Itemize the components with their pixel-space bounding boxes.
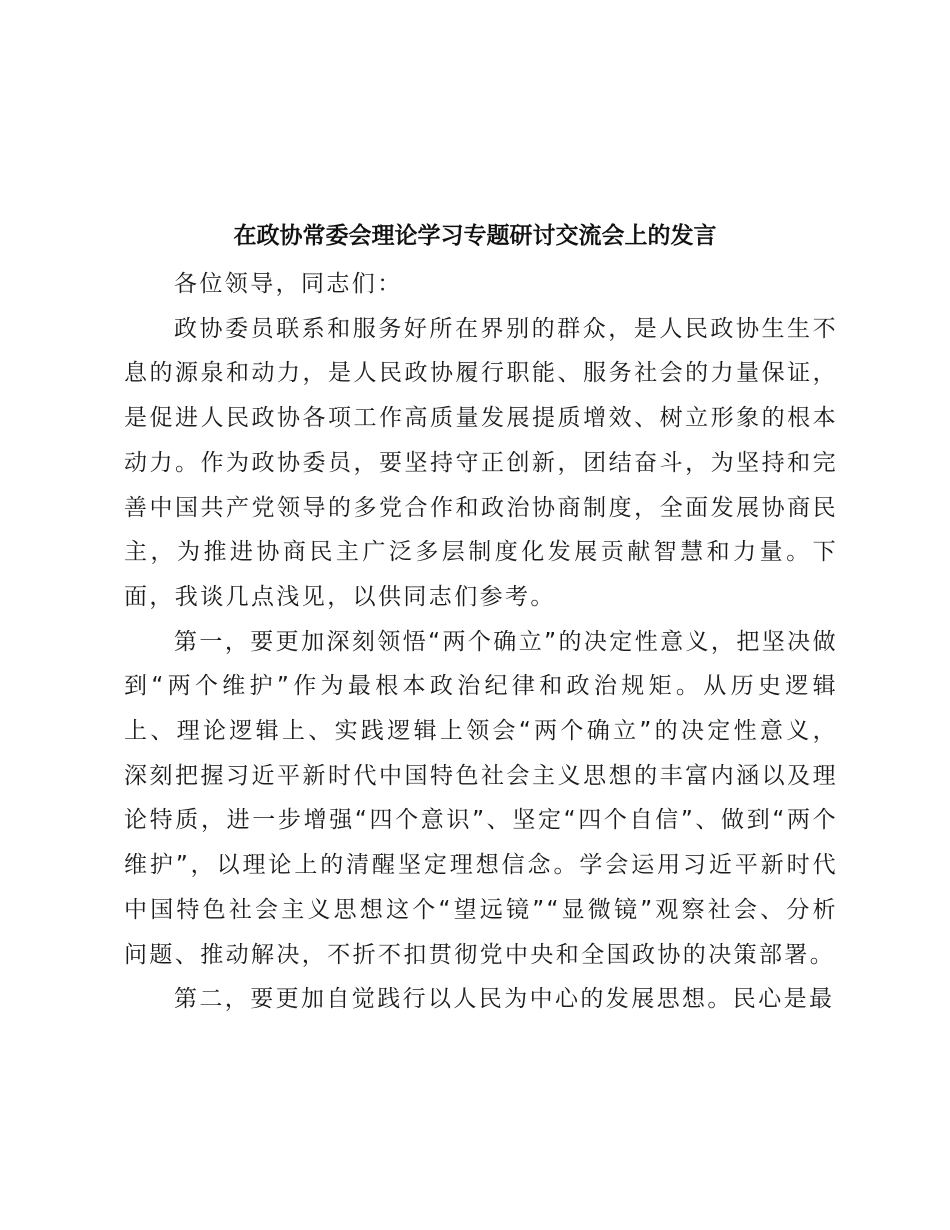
greeting-line: 各位领导，同志们：	[174, 271, 403, 297]
document-body	[124, 262, 838, 1022]
document-title: 在政协常委会理论学习专题研讨交流会上的发言	[233, 222, 717, 249]
paragraph-intro: 政协委员联系和服务好所在界别的群众，是人民政协生生不息的源泉和动力，是人民政协履行职能、服务社会的力量保证，是促进人民政协各项工作高质量发展提质增效、树立形象的根本动力。作为政协委员，要坚持守正创新，团结奋斗，为坚持和完善中国共产党领导的多党合作和政治协商制度，全面发展协商民主，为推进协商民主广泛多层制度化发展贡献智慧和力量。下面，我谈几点浅见，以供同志们参考。	[124, 315, 838, 610]
paragraph-second-point: 第二，要更加自觉践行以人民为中心的发展思想。民心是最	[174, 986, 835, 1013]
paragraph-first-point: 第一，要更加深刻领悟“两个确立”的决定性意义，把坚决做到“两个维护”作为最根本政治纪律和政治规矩。从历史逻辑上、理论逻辑上、实践逻辑上领会“两个确立”的决定性意义，深刻把握习近平新时代中国特色社会主义思想的丰富内涵以及理论特质，进一步增强“四个意识”、坚定“四个自信”、做到“两个维护”，以理论上的清醒坚定理想信念。学会运用习近平新时代中国特色社会主义思想这个“望远镜”“显微镜”观察社会、分析问题、推动解决，不折不扣贯彻党中央和全国政协的决策部署。	[124, 628, 838, 968]
